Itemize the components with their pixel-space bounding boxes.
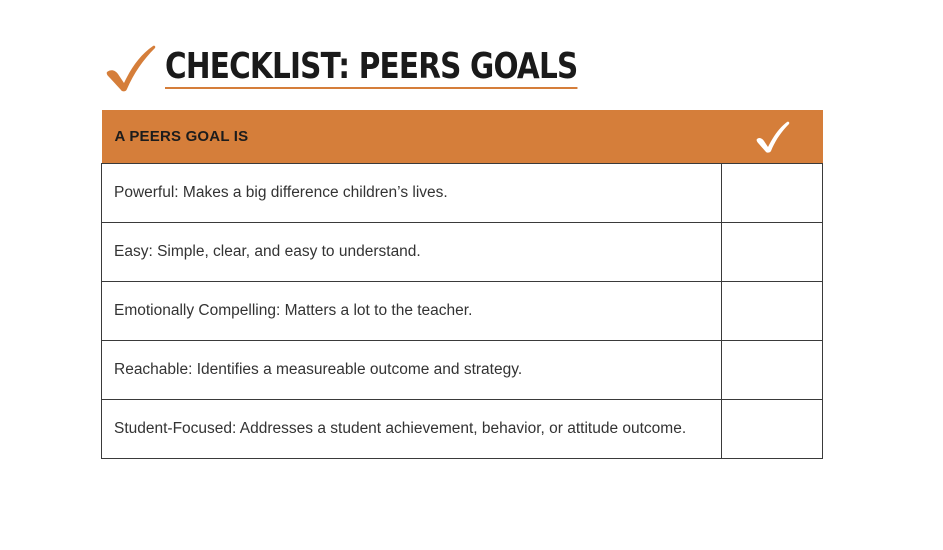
goal-criterion: Easy: Simple, clear, and easy to understand. bbox=[102, 223, 722, 282]
goal-criterion: Reachable: Identifies a measureable outcome and strategy. bbox=[102, 341, 722, 400]
table-header-row bbox=[102, 110, 823, 164]
header-check-cell bbox=[722, 110, 823, 164]
checkmark-icon bbox=[754, 119, 790, 155]
page-title: CHECKLIST: PEERS GOALS bbox=[165, 46, 578, 87]
check-box[interactable] bbox=[722, 223, 823, 282]
table-row bbox=[102, 282, 823, 341]
check-box[interactable] bbox=[722, 341, 823, 400]
table-row bbox=[102, 400, 823, 459]
goal-criterion: Student-Focused: Addresses a student achievement, behavior, or attitude outcome. bbox=[102, 400, 722, 459]
check-box[interactable] bbox=[722, 282, 823, 341]
checklist-title bbox=[101, 38, 668, 98]
table-row bbox=[102, 341, 823, 400]
header-label: A PEERS GOAL IS bbox=[114, 127, 249, 145]
peers-goals-table bbox=[101, 110, 823, 459]
goal-criterion: Powerful: Makes a big difference children’s lives. bbox=[102, 164, 722, 223]
table-row bbox=[102, 164, 823, 223]
check-box[interactable] bbox=[722, 400, 823, 459]
table-row bbox=[102, 223, 823, 282]
check-box[interactable] bbox=[722, 164, 823, 223]
goal-criterion: Emotionally Compelling: Matters a lot to the teacher. bbox=[102, 282, 722, 341]
checkmark-icon bbox=[101, 40, 157, 96]
header-label-cell bbox=[102, 110, 722, 164]
